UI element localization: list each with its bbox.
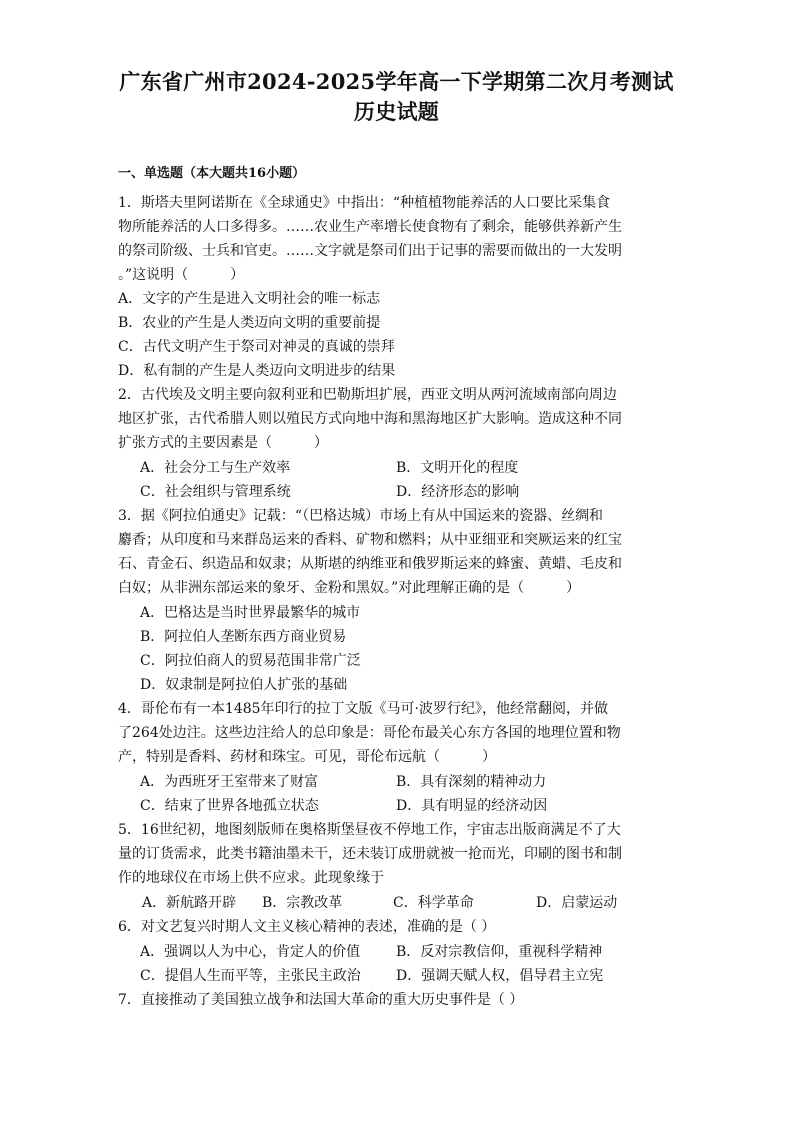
question-5-option-a: A．新航路开辟 [142, 895, 237, 911]
page-title-line-2: 历史试题 [353, 99, 440, 124]
question-3-stem-line: 石、青金石、织造品和奴隶；从斯堪的纳维亚和俄罗斯运来的蜂蜜、黄蜡、毛皮和 [118, 556, 622, 572]
question-2-option-a: A．社会分工与生产效率 [140, 460, 291, 476]
question-1-option-b: B．农业的产生是人类迈向文明的重要前提 [118, 315, 381, 331]
question-3-option-a: A．巴格达是当时世界最繁华的城市 [140, 605, 361, 621]
question-3-option-d: D．奴隶制是阿拉伯人扩张的基础 [140, 677, 348, 693]
question-3-option-c: C．阿拉伯商人的贸易范围非常广泛 [140, 653, 361, 669]
question-5-option-d: D．启蒙运动 [536, 895, 618, 911]
question-1-option-c: C．古代文明产生于祭司对神灵的真诚的崇拜 [118, 339, 395, 355]
question-4-option-b: B．具有深刻的精神动力 [396, 774, 547, 790]
question-2-stem-line: 扩张方式的主要因素是（ ） [118, 435, 328, 451]
question-6-option-a: A．强调以人为中心，肯定人的价值 [140, 944, 361, 960]
question-1-option-d: D．私有制的产生是人类迈向文明进步的结果 [118, 363, 396, 379]
section-heading: 一、单选题（本大题共16小题） [118, 166, 306, 181]
question-5-stem-line: 量的订货需求，此类书籍油墨未干，还未装订成册就被一抢而光，印刷的图书和制 [118, 846, 622, 862]
question-4-option-c: C．结束了世界各地孤立状态 [140, 798, 319, 814]
question-5-option-b: B．宗教改革 [262, 895, 343, 911]
question-3-stem-line: 麝香；从印度和马来群岛运来的香料、矿物和燃料；从中亚细亚和突厥运来的红宝 [118, 532, 622, 548]
question-4-option-d: D．具有明显的经济动因 [396, 798, 548, 814]
question-4-stem-line: 产，特别是香料、药材和珠宝。可见，哥伦布远航（ ） [118, 749, 496, 765]
question-5-stem-line: 作的地球仪在市场上供不应求。此现象缘于 [118, 870, 384, 886]
question-1-stem-line: 。”这说明（ ） [118, 267, 245, 283]
question-4-option-a: A．为西班牙王室带来了财富 [140, 774, 319, 790]
question-3-stem-line: 3．据《阿拉伯通史》记载：“（巴格达城）市场上有从中国运来的瓷器、丝绸和 [118, 508, 604, 524]
question-1-stem-line: 的祭司阶级、士兵和官吏。……文字就是祭司们出于记事的需要而做出的一大发明 [118, 243, 622, 259]
question-5-option-c: C．科学革命 [393, 895, 474, 911]
question-1-stem-line: 物所能养活的人口多得多。……农业生产率增长使食物有了剩余，能够供养新产生 [118, 219, 622, 235]
question-2-option-c: C．社会组织与管理系统 [140, 484, 291, 500]
question-6-stem-line: 6．对文艺复兴时期人文主义核心精神的表述，准确的是（ ） [118, 919, 496, 935]
question-2-option-b: B．文明开化的程度 [396, 460, 519, 476]
question-6-option-c: C．提倡人生而平等，主张民主政治 [140, 968, 361, 984]
page-title-line-1: 广东省广州市2024-2025学年高一下学期第二次月考测试 [119, 69, 674, 94]
question-4-stem-line: 4．哥伦布有一本1485年印行的拉丁文版《马可·波罗行纪》，他经常翻阅，并做 [118, 701, 608, 717]
question-1-stem-line: 1．斯塔夫里阿诺斯在《全球通史》中指出：“种植植物能养活的人口要比采集食 [118, 195, 611, 211]
question-2-stem-line: 2．古代埃及文明主要向叙利亚和巴勒斯坦扩展，西亚文明从两河流域南部向周边 [118, 387, 617, 403]
question-3-option-b: B．阿拉伯人垄断东西方商业贸易 [140, 629, 347, 645]
question-6-option-b: B．反对宗教信仰，重视科学精神 [396, 944, 603, 960]
question-7-stem-line: 7．直接推动了美国独立战争和法国大革命的重大历史事件是（ ） [118, 992, 524, 1008]
question-6-option-d: D．强调天赋人权，倡导君主立宪 [396, 968, 604, 984]
question-2-option-d: D．经济形态的影响 [396, 484, 520, 500]
question-4-stem-line: 了264处边注。这些边注给人的总印象是：哥伦布最关心东方各国的地理位置和物 [118, 725, 621, 741]
question-3-stem-line: 白奴；从非洲东部运来的象牙、金粉和黑奴。”对此理解正确的是（ ） [118, 580, 581, 596]
question-1-option-a: A．文字的产生是进入文明社会的唯一标志 [118, 291, 381, 307]
question-2-stem-line: 地区扩张，古代希腊人则以殖民方式向地中海和黑海地区扩大影响。造成这种不同 [118, 411, 622, 427]
question-5-stem-line: 5．16世纪初，地图刻版师在奥格斯堡昼夜不停地工作，宇宙志出版商满足不了大 [118, 822, 621, 838]
